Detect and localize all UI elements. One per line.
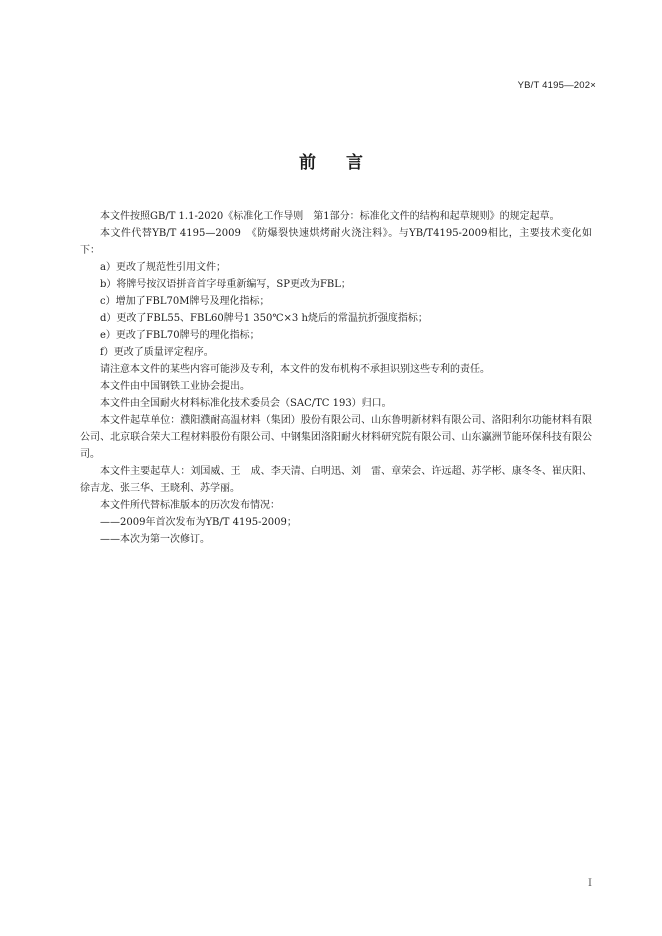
list-item: ——2009年首次发布为YB/T 4195-2009； (100, 517, 297, 528)
paragraph-replacement: 本文件代替YB/T 4195—2009 《防爆裂快速烘烤耐火浇注料》。与YB/T4195-2009相比，主要技术变化如下： (80, 228, 592, 256)
list-item: c）增加了FBL70M牌号及理化指标； (100, 296, 270, 307)
history-list (80, 514, 592, 548)
list-item: e）更改了FBL70牌号的理化指标； (100, 330, 260, 341)
document-code: YB/T 4195—202× (517, 80, 596, 91)
list-item: f）更改了质量评定程序。 (100, 347, 214, 358)
foreword-body (80, 208, 592, 548)
changes-list (80, 259, 592, 361)
list-item: a）更改了规范性引用文件； (100, 262, 226, 273)
paragraph-history-intro: 本文件所代替标准版本的历次发布情况： (100, 500, 280, 511)
list-item: b）将牌号按汉语拼音首字母重新编写，SP更改为FBL； (100, 279, 351, 290)
paragraph-drafters: 本文件主要起草人：刘国威、王 成、李天清、白明迅、刘 雷、章荣会、许远超、苏学彬、康冬冬、崔庆阳、徐吉龙、张三华、王晓利、苏学丽。 (80, 466, 592, 494)
paragraph-committee: 本文件由全国耐火材料标准化技术委员会（SAC/TC 193）归口。 (100, 398, 392, 409)
paragraph-proposer: 本文件由中国钢铁工业协会提出。 (100, 381, 250, 392)
paragraph-drafting-units: 本文件起草单位：濮阳濮耐高温材料（集团）股份有限公司、山东鲁明新材料有限公司、洛阳利尔功能材料有限公司、北京联合荣大工程材料股份有限公司、中钢集团洛阳耐火材料研究院有限公司、山东瀛洲节能环保科技有限公司。 (80, 415, 592, 460)
page-number: I (588, 878, 592, 889)
list-item: d）更改了FBL55、FBL60牌号1 350℃×3 h烧后的常温抗折强度指标； (100, 313, 428, 324)
paragraph-patent-notice: 请注意本文件的某些内容可能涉及专利，本文件的发布机构不承担识别这些专利的责任。 (100, 364, 490, 375)
list-item: ——本次为第一次修订。 (100, 534, 210, 545)
page-title: 前言 (299, 153, 393, 173)
paragraph-drafting-rules: 本文件按照GB/T 1.1-2020《标准化工作导则 第1部分：标准化文件的结构和起草规则》的规定起草。 (100, 211, 560, 222)
